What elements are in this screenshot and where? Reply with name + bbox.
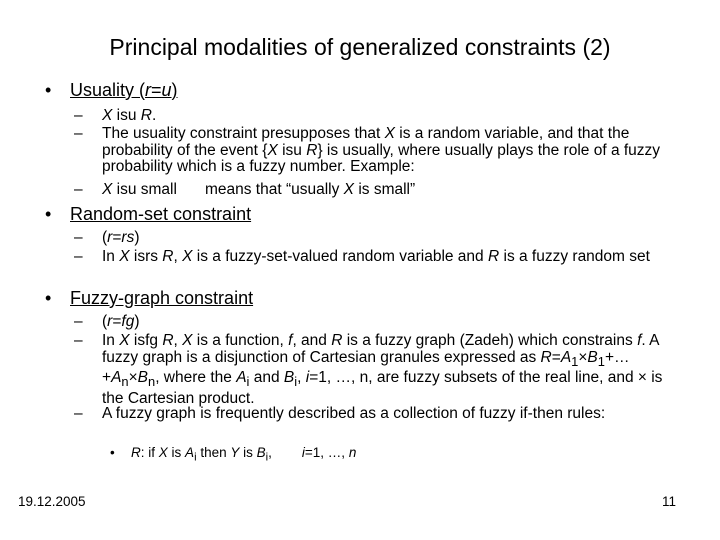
footer-page-number: 11 [661,494,676,509]
random-set-item-2 [74,249,664,266]
fuzzy-graph-item-3 [74,406,664,423]
dash-marker: – [74,181,83,198]
usuality-item-1 [74,108,664,125]
random-set-item-2-text: In X isrs R, X is a fuzzy-set-valued random variable and R is a fuzzy random set [102,248,650,265]
usuality-item-1-text: X isu R. [102,107,157,124]
dash-marker: – [74,332,83,349]
fuzzy-graph-item-1-text: (r=fg) [102,313,140,330]
dash-marker: – [74,248,83,265]
section-heading-fuzzy-graph: Fuzzy-graph constraint [70,288,254,308]
slide-title: Principal modalities of generalized constraints (2) [109,34,611,60]
fuzzy-graph-rule-text: R: if X is $A_i$ then Y is $B_i$, i=1, …, n [131,445,357,464]
random-set-item-1-text: (r=rs) [102,229,140,246]
fuzzy-graph-item-2 [74,333,664,407]
usuality-item-3 [74,182,664,199]
dash-marker: – [74,405,83,422]
bullet-marker: • [110,445,115,460]
bullet-marker: • [45,80,52,100]
dash-marker: – [74,107,83,124]
usuality-item-3-text: X isu small means that “usually X is small” [102,181,416,198]
dash-marker: – [74,313,83,330]
usuality-item-2 [74,126,664,176]
dash-marker: – [74,229,83,246]
bullet-marker: • [45,204,52,224]
fuzzy-graph-item-2-text: In X isfg R, X is a function, f, and R is a fuzzy graph (Zadeh) which constrains f. A fuzzy graph is a disjunction of Cartesian granules expressed as $R=A_1\times B_1+\dots+A_n\times B_n$, where the $A_i$ and $B_i$, i=1, …, n, are fuzzy subsets of the real line, and × is the Cartesian product. [102,332,663,407]
section-heading-random-set: Random-set constraint [70,204,252,224]
footer-date: 19.12.2005 [18,494,86,509]
fuzzy-graph-item-3-text: A fuzzy graph is frequently described as a collection of fuzzy if-then rules: [102,405,606,422]
random-set-item-1 [74,230,664,247]
fuzzy-graph-item-1 [74,314,664,331]
section-heading-usuality: Usuality (r=u) [70,80,178,100]
bullet-marker: • [45,288,52,308]
usuality-item-2-text: The usuality constraint presupposes that X is a random variable, and that the probability of the event {X isu R} is usually, where usually plays the role of a fuzzy probability which is a fuzzy number. Example: [102,125,661,175]
dash-marker: – [74,125,83,142]
